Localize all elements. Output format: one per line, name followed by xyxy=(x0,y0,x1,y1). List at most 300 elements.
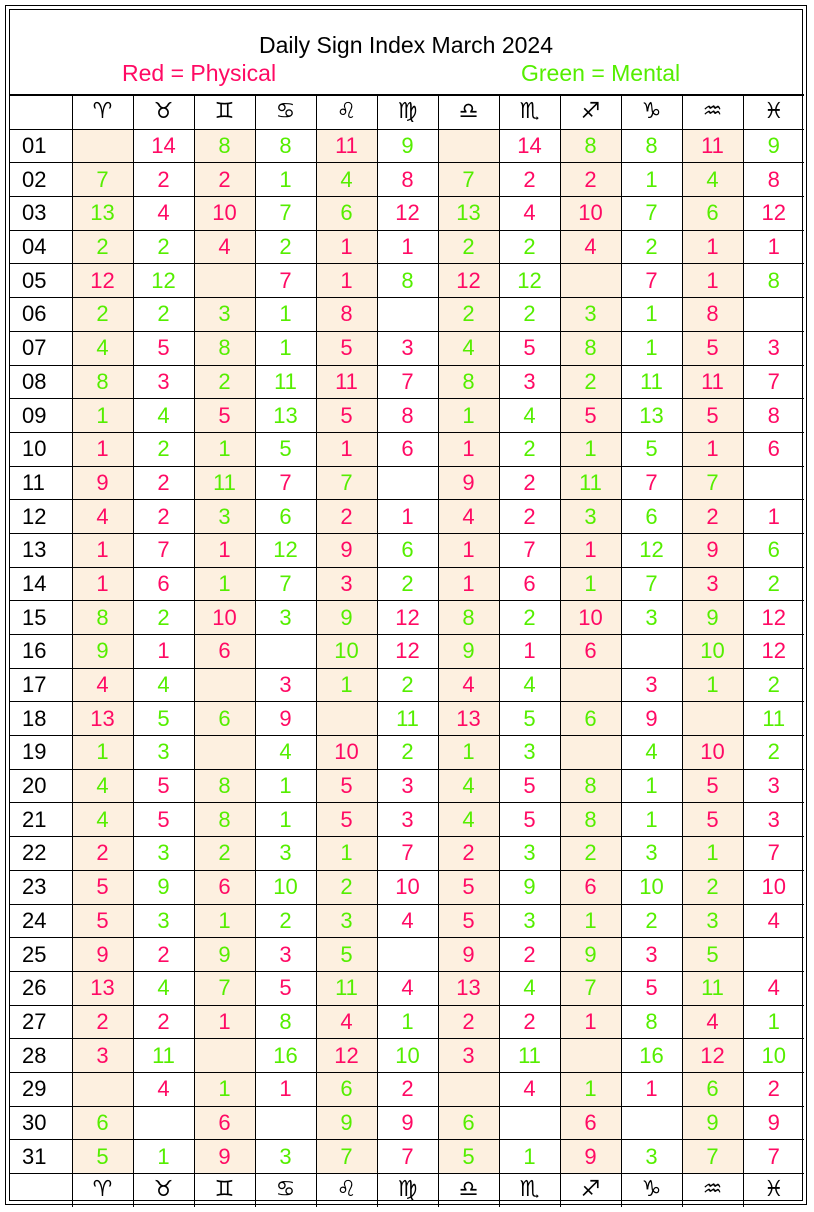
table-row xyxy=(10,837,804,871)
index-cell: 9 xyxy=(743,1106,804,1140)
index-cell: 4 xyxy=(438,769,499,803)
index-cell: 5 xyxy=(316,938,377,972)
index-cell: 2 xyxy=(438,837,499,871)
index-cell: 3 xyxy=(499,837,560,871)
index-cell: 10 xyxy=(560,197,621,231)
index-cell: 12 xyxy=(377,197,438,231)
index-cell: 1 xyxy=(255,298,316,332)
index-cell: 8 xyxy=(377,163,438,197)
index-cell: 8 xyxy=(377,399,438,433)
index-cell: 3 xyxy=(133,736,194,770)
index-cell: 5 xyxy=(682,769,743,803)
index-cell: 3 xyxy=(438,1039,499,1073)
index-cell: 8 xyxy=(194,331,255,365)
index-cell: 2 xyxy=(377,567,438,601)
index-cell: 9 xyxy=(72,635,133,669)
index-cell: 6 xyxy=(560,702,621,736)
index-cell: 9 xyxy=(560,938,621,972)
index-cell: 1 xyxy=(560,533,621,567)
sign-index-table xyxy=(10,94,804,1207)
aries-symbol-icon: ♈︎ xyxy=(72,1174,133,1207)
index-cell: 1 xyxy=(194,1072,255,1106)
index-cell: 13 xyxy=(621,399,682,433)
index-cell: 9 xyxy=(72,466,133,500)
cancer-symbol-icon: ♋︎ xyxy=(255,1174,316,1207)
index-cell: 10 xyxy=(377,1039,438,1073)
index-cell: 5 xyxy=(499,702,560,736)
index-cell: 1 xyxy=(72,432,133,466)
index-cell: 3 xyxy=(621,837,682,871)
day-label: 10 xyxy=(10,432,72,466)
day-label: 02 xyxy=(10,163,72,197)
index-cell: 1 xyxy=(377,230,438,264)
index-cell: 10 xyxy=(377,870,438,904)
index-cell: 12 xyxy=(743,197,804,231)
index-cell: 4 xyxy=(438,500,499,534)
index-cell: 2 xyxy=(499,938,560,972)
index-cell: 11 xyxy=(621,365,682,399)
sign-header-row xyxy=(10,95,804,129)
index-cell: 16 xyxy=(621,1039,682,1073)
index-cell: 14 xyxy=(499,129,560,163)
index-cell: 2 xyxy=(377,668,438,702)
index-cell: 8 xyxy=(255,129,316,163)
table-frame xyxy=(9,9,803,1201)
index-cell: 3 xyxy=(560,500,621,534)
index-cell: 11 xyxy=(316,365,377,399)
index-cell: 2 xyxy=(133,230,194,264)
index-cell: 10 xyxy=(743,1039,804,1073)
index-cell: 2 xyxy=(133,500,194,534)
sign-footer-row xyxy=(10,1174,804,1207)
index-cell: 1 xyxy=(72,399,133,433)
day-label: 20 xyxy=(10,769,72,803)
index-cell: 6 xyxy=(72,1106,133,1140)
index-cell: 4 xyxy=(438,331,499,365)
index-cell: 7 xyxy=(682,466,743,500)
index-cell: 4 xyxy=(499,668,560,702)
table-row xyxy=(10,399,804,433)
pisces-symbol-icon: ♓︎ xyxy=(743,1174,804,1207)
index-cell: 5 xyxy=(316,803,377,837)
index-cell: 2 xyxy=(316,870,377,904)
table-row xyxy=(10,1005,804,1039)
corner-cell xyxy=(10,1174,72,1207)
index-cell: 2 xyxy=(682,500,743,534)
index-cell: 1 xyxy=(682,668,743,702)
index-cell: 4 xyxy=(377,971,438,1005)
index-cell: 2 xyxy=(621,230,682,264)
index-cell: 8 xyxy=(194,803,255,837)
index-cell: 2 xyxy=(560,163,621,197)
index-cell: 3 xyxy=(743,331,804,365)
index-cell xyxy=(377,298,438,332)
index-cell: 2 xyxy=(377,1072,438,1106)
index-cell: 2 xyxy=(133,298,194,332)
index-cell: 5 xyxy=(682,399,743,433)
gemini-symbol-icon: ♊︎ xyxy=(194,95,255,129)
index-cell: 4 xyxy=(133,1072,194,1106)
table-row xyxy=(10,197,804,231)
table-row xyxy=(10,567,804,601)
index-cell: 2 xyxy=(438,1005,499,1039)
index-cell: 3 xyxy=(255,668,316,702)
index-cell xyxy=(560,668,621,702)
table-row xyxy=(10,129,804,163)
sagittarius-symbol-icon: ♐︎ xyxy=(560,95,621,129)
index-cell: 5 xyxy=(316,331,377,365)
index-cell: 7 xyxy=(743,365,804,399)
index-cell xyxy=(377,466,438,500)
index-cell xyxy=(316,702,377,736)
index-cell: 3 xyxy=(255,938,316,972)
index-cell: 1 xyxy=(438,567,499,601)
index-cell: 7 xyxy=(621,197,682,231)
index-cell: 4 xyxy=(72,769,133,803)
index-cell: 11 xyxy=(682,971,743,1005)
index-cell: 5 xyxy=(133,769,194,803)
day-label: 17 xyxy=(10,668,72,702)
index-cell: 3 xyxy=(194,500,255,534)
taurus-symbol-icon: ♉︎ xyxy=(133,1174,194,1207)
index-cell: 6 xyxy=(194,1106,255,1140)
day-label: 01 xyxy=(10,129,72,163)
index-cell: 9 xyxy=(438,938,499,972)
index-cell: 8 xyxy=(316,298,377,332)
index-cell: 1 xyxy=(316,668,377,702)
capricorn-symbol-icon: ♑︎ xyxy=(621,95,682,129)
day-label: 08 xyxy=(10,365,72,399)
index-cell: 4 xyxy=(194,230,255,264)
index-cell: 5 xyxy=(499,803,560,837)
index-cell: 2 xyxy=(316,500,377,534)
table-row xyxy=(10,803,804,837)
index-cell: 3 xyxy=(316,904,377,938)
index-cell: 3 xyxy=(133,365,194,399)
index-cell: 1 xyxy=(621,298,682,332)
sagittarius-symbol-icon: ♐︎ xyxy=(560,1174,621,1207)
index-cell: 4 xyxy=(133,197,194,231)
index-cell: 3 xyxy=(682,904,743,938)
index-cell: 4 xyxy=(72,500,133,534)
index-cell: 5 xyxy=(133,702,194,736)
index-cell: 8 xyxy=(560,331,621,365)
index-cell: 5 xyxy=(72,904,133,938)
index-cell: 8 xyxy=(72,365,133,399)
index-cell: 5 xyxy=(194,399,255,433)
index-cell: 1 xyxy=(499,1140,560,1174)
index-cell: 9 xyxy=(133,870,194,904)
index-cell xyxy=(560,1039,621,1073)
index-cell: 1 xyxy=(316,264,377,298)
day-label: 09 xyxy=(10,399,72,433)
index-cell: 4 xyxy=(743,971,804,1005)
index-cell: 1 xyxy=(621,1072,682,1106)
index-cell: 6 xyxy=(316,1072,377,1106)
index-cell: 12 xyxy=(438,264,499,298)
day-label: 11 xyxy=(10,466,72,500)
index-cell: 10 xyxy=(255,870,316,904)
index-cell: 7 xyxy=(682,1140,743,1174)
index-cell: 2 xyxy=(743,1072,804,1106)
index-cell: 2 xyxy=(499,1005,560,1039)
index-cell: 2 xyxy=(499,601,560,635)
index-cell: 13 xyxy=(438,971,499,1005)
index-cell: 3 xyxy=(499,904,560,938)
index-cell: 4 xyxy=(133,668,194,702)
index-cell: 6 xyxy=(560,1106,621,1140)
index-cell: 1 xyxy=(255,769,316,803)
index-cell: 12 xyxy=(72,264,133,298)
index-cell: 6 xyxy=(560,635,621,669)
index-cell: 13 xyxy=(72,197,133,231)
index-cell: 3 xyxy=(377,331,438,365)
libra-symbol-icon: ♎︎ xyxy=(438,95,499,129)
legend-mental: Green = Mental xyxy=(521,60,681,86)
index-cell: 1 xyxy=(377,500,438,534)
index-cell: 2 xyxy=(255,230,316,264)
index-cell: 5 xyxy=(560,399,621,433)
index-cell xyxy=(560,736,621,770)
index-cell: 1 xyxy=(316,837,377,871)
table-row xyxy=(10,533,804,567)
day-label: 18 xyxy=(10,702,72,736)
index-cell xyxy=(194,264,255,298)
index-cell: 12 xyxy=(621,533,682,567)
index-cell xyxy=(255,1106,316,1140)
index-cell: 9 xyxy=(682,1106,743,1140)
index-cell: 6 xyxy=(377,432,438,466)
index-cell: 1 xyxy=(316,230,377,264)
index-cell xyxy=(743,466,804,500)
index-cell: 6 xyxy=(316,197,377,231)
index-cell: 2 xyxy=(743,567,804,601)
index-cell xyxy=(72,129,133,163)
index-cell: 11 xyxy=(682,129,743,163)
index-cell: 2 xyxy=(560,365,621,399)
index-cell: 8 xyxy=(621,129,682,163)
index-cell: 1 xyxy=(438,533,499,567)
gemini-symbol-icon: ♊︎ xyxy=(194,1174,255,1207)
index-cell: 7 xyxy=(377,365,438,399)
index-cell: 3 xyxy=(133,904,194,938)
index-cell: 8 xyxy=(438,601,499,635)
corner-cell xyxy=(10,95,72,129)
index-cell: 1 xyxy=(194,904,255,938)
index-cell xyxy=(621,1106,682,1140)
legend-physical: Red = Physical xyxy=(122,60,277,86)
day-label: 13 xyxy=(10,533,72,567)
index-cell: 11 xyxy=(377,702,438,736)
index-cell: 2 xyxy=(621,904,682,938)
index-cell: 11 xyxy=(316,129,377,163)
index-cell: 2 xyxy=(438,230,499,264)
table-row xyxy=(10,971,804,1005)
table-row xyxy=(10,635,804,669)
index-cell: 8 xyxy=(743,264,804,298)
day-label: 22 xyxy=(10,837,72,871)
day-label: 24 xyxy=(10,904,72,938)
index-cell: 10 xyxy=(621,870,682,904)
index-cell: 7 xyxy=(438,163,499,197)
table-row xyxy=(10,938,804,972)
index-cell: 1 xyxy=(377,1005,438,1039)
index-cell: 6 xyxy=(621,500,682,534)
day-label: 31 xyxy=(10,1140,72,1174)
index-cell: 1 xyxy=(194,432,255,466)
index-cell: 8 xyxy=(194,129,255,163)
index-cell: 1 xyxy=(133,1140,194,1174)
index-cell: 4 xyxy=(682,1005,743,1039)
index-cell: 10 xyxy=(316,635,377,669)
index-cell: 6 xyxy=(499,567,560,601)
day-label: 16 xyxy=(10,635,72,669)
virgo-symbol-icon: ♍︎ xyxy=(377,1174,438,1207)
libra-symbol-icon: ♎︎ xyxy=(438,1174,499,1207)
index-cell: 7 xyxy=(377,837,438,871)
index-cell: 1 xyxy=(621,803,682,837)
index-cell: 3 xyxy=(194,298,255,332)
index-cell: 9 xyxy=(377,1106,438,1140)
index-cell: 1 xyxy=(621,163,682,197)
day-label: 21 xyxy=(10,803,72,837)
index-cell: 5 xyxy=(72,1140,133,1174)
index-cell: 1 xyxy=(72,567,133,601)
index-cell: 16 xyxy=(255,1039,316,1073)
index-cell: 1 xyxy=(560,1072,621,1106)
index-cell: 12 xyxy=(743,635,804,669)
index-cell: 7 xyxy=(560,971,621,1005)
index-cell: 5 xyxy=(316,399,377,433)
index-cell: 2 xyxy=(255,904,316,938)
index-cell: 4 xyxy=(438,668,499,702)
index-cell: 3 xyxy=(377,803,438,837)
index-cell: 2 xyxy=(499,298,560,332)
index-cell: 3 xyxy=(255,837,316,871)
day-label: 29 xyxy=(10,1072,72,1106)
table-row xyxy=(10,601,804,635)
index-cell: 9 xyxy=(316,1106,377,1140)
index-cell xyxy=(621,635,682,669)
index-cell: 7 xyxy=(255,567,316,601)
cancer-symbol-icon: ♋︎ xyxy=(255,95,316,129)
index-cell: 7 xyxy=(316,1140,377,1174)
index-cell: 12 xyxy=(743,601,804,635)
index-cell: 4 xyxy=(560,230,621,264)
index-cell: 7 xyxy=(621,264,682,298)
index-cell: 7 xyxy=(743,837,804,871)
index-cell: 11 xyxy=(255,365,316,399)
index-cell: 10 xyxy=(316,736,377,770)
index-cell: 6 xyxy=(682,1072,743,1106)
index-cell: 3 xyxy=(255,1140,316,1174)
index-cell xyxy=(194,1039,255,1073)
index-cell: 1 xyxy=(743,1005,804,1039)
index-cell: 7 xyxy=(255,197,316,231)
index-cell: 11 xyxy=(743,702,804,736)
index-cell: 1 xyxy=(621,769,682,803)
day-label: 25 xyxy=(10,938,72,972)
index-cell: 12 xyxy=(133,264,194,298)
index-cell: 5 xyxy=(682,331,743,365)
index-cell: 9 xyxy=(621,702,682,736)
index-cell: 4 xyxy=(499,1072,560,1106)
index-cell: 4 xyxy=(255,736,316,770)
table-row xyxy=(10,264,804,298)
index-cell: 4 xyxy=(743,904,804,938)
index-cell: 4 xyxy=(377,904,438,938)
index-cell: 4 xyxy=(316,163,377,197)
index-cell: 13 xyxy=(255,399,316,433)
index-cell: 6 xyxy=(194,870,255,904)
index-cell: 8 xyxy=(743,399,804,433)
index-cell xyxy=(438,1072,499,1106)
day-label: 06 xyxy=(10,298,72,332)
index-cell: 8 xyxy=(438,365,499,399)
index-cell: 11 xyxy=(194,466,255,500)
day-label: 30 xyxy=(10,1106,72,1140)
table-row xyxy=(10,163,804,197)
index-cell: 11 xyxy=(560,466,621,500)
aquarius-symbol-icon: ♒︎ xyxy=(682,1174,743,1207)
index-cell: 2 xyxy=(194,163,255,197)
day-label: 05 xyxy=(10,264,72,298)
index-cell: 6 xyxy=(743,533,804,567)
index-cell: 10 xyxy=(194,197,255,231)
index-cell: 8 xyxy=(743,163,804,197)
index-cell: 2 xyxy=(133,466,194,500)
index-cell: 8 xyxy=(560,803,621,837)
index-cell: 4 xyxy=(438,803,499,837)
index-cell: 3 xyxy=(743,769,804,803)
index-cell: 9 xyxy=(682,533,743,567)
index-cell: 3 xyxy=(621,601,682,635)
outer-frame xyxy=(5,5,807,1205)
index-cell: 5 xyxy=(438,870,499,904)
index-cell: 12 xyxy=(255,533,316,567)
index-cell: 4 xyxy=(133,971,194,1005)
table-row xyxy=(10,1072,804,1106)
table-row xyxy=(10,230,804,264)
index-cell: 12 xyxy=(499,264,560,298)
index-cell: 2 xyxy=(194,837,255,871)
index-cell: 1 xyxy=(255,1072,316,1106)
index-cell xyxy=(682,702,743,736)
index-cell: 8 xyxy=(560,129,621,163)
index-cell: 9 xyxy=(438,466,499,500)
index-cell: 2 xyxy=(133,1005,194,1039)
index-cell: 7 xyxy=(499,533,560,567)
index-cell: 4 xyxy=(621,736,682,770)
index-cell: 1 xyxy=(560,567,621,601)
index-cell: 1 xyxy=(72,736,133,770)
table-header xyxy=(10,10,802,95)
index-cell: 4 xyxy=(72,803,133,837)
index-cell: 5 xyxy=(682,803,743,837)
scorpio-symbol-icon: ♏︎ xyxy=(499,95,560,129)
index-cell: 5 xyxy=(72,870,133,904)
index-cell: 7 xyxy=(621,466,682,500)
index-cell: 6 xyxy=(682,197,743,231)
index-cell: 5 xyxy=(621,432,682,466)
index-cell: 9 xyxy=(377,129,438,163)
index-cell: 9 xyxy=(255,702,316,736)
index-cell: 1 xyxy=(560,1005,621,1039)
index-cell: 2 xyxy=(133,432,194,466)
day-label: 14 xyxy=(10,567,72,601)
index-cell: 2 xyxy=(682,870,743,904)
index-cell: 1 xyxy=(194,1005,255,1039)
